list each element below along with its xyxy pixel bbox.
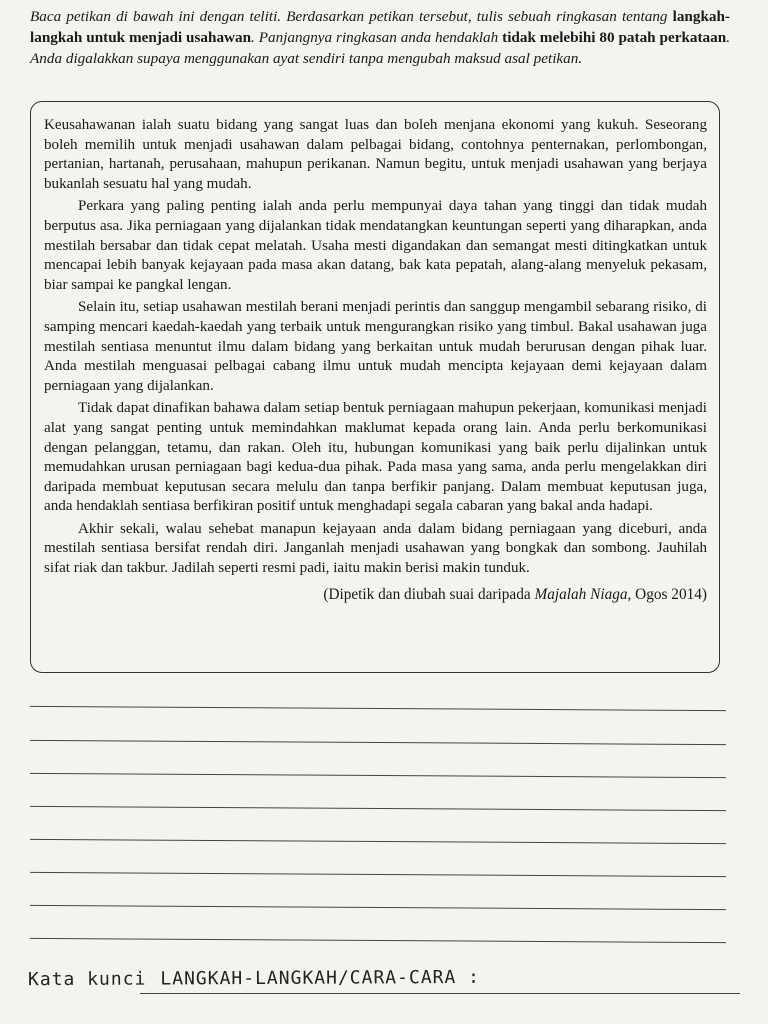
instructions-bold-limit: tidak melebihi 80 patah perkataan: [502, 29, 727, 46]
passage-paragraph-4: Tidak dapat dinafikan bahawa dalam setiap bentuk perniagaan mahupun pekerjaan, komunikasi menjadi alat yang sangat penting untuk memindahkan maklumat kepada orang lain. Anda perlu berkomunikasi dengan pelanggan, tetamu, dan rakan. Oleh itu, hubungan komunikasi yang baik perlu dijalinkan untuk memudahkan urusan perniagaan bagi kedua-dua pihak. Pada masa yang sama, anda perlu mengelakkan diri daripada membuat keputusan secara melulu dan tanpa berfikir panjang. Dalam membuat keputusan juga, anda hendaklah sentiasa berfikiran positif untuk menghadapi segala cabaran yang bakal anda hadapi.: [44, 400, 707, 515]
answer-line[interactable]: [30, 773, 726, 778]
instructions: [30, 6, 730, 69]
source-suffix: , Ogos 2014): [627, 585, 707, 603]
answer-line[interactable]: [30, 905, 726, 910]
handwritten-keyword-label: Kata kunci: [27, 968, 147, 991]
answer-line[interactable]: [30, 806, 726, 811]
handwritten-keywords: LANGKAH-LANGKAH/CARA-CARA :: [160, 966, 481, 990]
instructions-bold-topic: langkah-langkah untuk menjadi usahawan: [30, 8, 730, 46]
handwriting-line: [140, 993, 740, 994]
passage-paragraph-3: Selain itu, setiap usahawan mestilah berani menjadi perintis dan sanggup mengambil sebarang risiko, di samping mencari kaedah-kaedah yang terbaik untuk mengurangkan risiko yang timbul. Bakal usahawan juga mestilah sentiasa menuntut ilmu dalam bidang yang berkaitan untuk mudah berurusan dengan pihak luar. Anda mestilah menguasai pelbagai cabang ilmu untuk mudah mencipta kejayaan demi kejayaan dalam perniagaan yang dijalankan.: [44, 299, 707, 394]
answer-line[interactable]: [30, 706, 726, 711]
instructions-text-1: Baca petikan di bawah ini dengan teliti. Berdasarkan petikan tersebut, tulis sebuah ringkasan tentang: [30, 8, 673, 25]
passage-paragraph-5: Akhir sekali, walau sehebat manapun kejayaan anda dalam bidang perniagaan yang diceburi, anda mestilah sentiasa bersifat rendah diri. Janganlah menjadi usahawan yang bongkak dan sombong. Jauhilah sifat riak dan takbur. Jadilah seperti resmi padi, iaitu makin berisi makin tunduk.: [44, 520, 707, 577]
answer-line[interactable]: [30, 872, 726, 877]
instructions-text-3: . Anda digalakkan supaya menggunakan ayat sendiri tanpa mengubah maksud asal petikan.: [30, 29, 730, 67]
handwritten-note: [28, 967, 480, 990]
passage-paragraph-2: Perkara yang paling penting ialah anda perlu mempunyai daya tahan yang tinggi dan tidak mudah berputus asa. Jika perniagaan yang dijalankan tidak mendatangkan keuntungan seperti yang diharapkan, anda mestilah bersabar dan tidak cepat melatah. Usaha mesti digandakan dan semangat mesti ditingkatkan untuk mencapai lebih banyak kejayaan pada masa akan datang, bak kata pepatah, alang-alang menyeluk pekasam, biar sampai ke pangkal lengan.: [44, 198, 707, 293]
answer-lines: [30, 700, 726, 980]
answer-line[interactable]: [30, 938, 726, 943]
answer-line[interactable]: [30, 839, 726, 844]
passage-box: [30, 101, 720, 673]
answer-line[interactable]: [30, 740, 726, 745]
instructions-text-2: . Panjangnya ringkasan anda hendaklah: [251, 29, 503, 46]
source-title: Majalah Niaga: [534, 585, 628, 603]
passage-source: [44, 585, 707, 605]
source-prefix: (Dipetik dan diubah suai daripada: [323, 585, 535, 603]
passage-paragraph-1: Keusahawanan ialah suatu bidang yang sangat luas dan boleh menjana ekonomi yang kukuh. Seseorang boleh memilih untuk menjadi usahawan dalam pelbagai bidang, contohnya penternakan, perlombongan, pertanian, hartanah, perusahaan, mahupun perikanan. Namun begitu, untuk menjadi usahawan yang berjaya bukanlah sesuatu hal yang mudah.: [44, 117, 707, 192]
